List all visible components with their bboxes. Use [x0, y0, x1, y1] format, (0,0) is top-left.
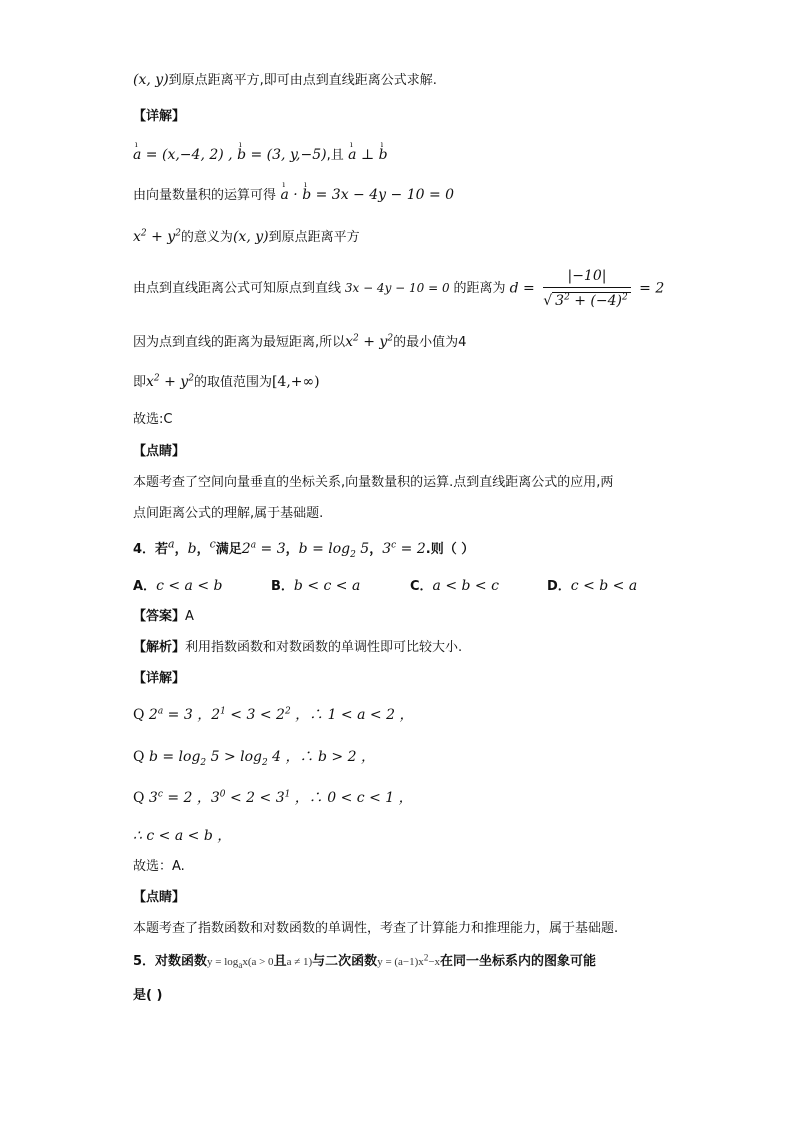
q4-option-b[interactable]: B．b < c < a: [271, 578, 361, 594]
q4-detail-heading: 【详解】: [133, 671, 186, 686]
q3-distance-line: 由点到直线距离公式可知原点到直线 3x − 4y − 10 = 0 的距离为 d = $\frac{|-10|}{√ 3^2 + (-4)^2}$ = 2: [133, 268, 665, 309]
q3-comment-heading: 【点睛】: [133, 444, 186, 459]
q4-answer-value: A: [185, 609, 194, 624]
q3-reason-line: 因为点到直线的距离为最短距离,所以$x^2 + y^2$的最小值为4: [133, 333, 467, 350]
q3-meaning-text: 的意义为: [180, 230, 233, 245]
q3-detail-heading: 【详解】: [133, 109, 186, 124]
q3-comment-line1: 本题考查了空间向量垂直的坐标关系,向量数量积的运算.点到直线距离公式的应用,两: [133, 475, 614, 490]
q4-option-a[interactable]: A．c < a < b: [133, 578, 223, 594]
q3-range-mid: 的取值范围为: [193, 375, 272, 390]
q5-stem-line2: 是( ): [133, 988, 163, 1003]
q3-given-text: ,且: [326, 148, 344, 163]
q5-stem: 5．对数函数$y = \log_ax(a > 0$且a ≠ 1)与二次函数$y = (a-1)x^2-x$在同一坐标系内的图象可能: [133, 952, 597, 971]
q4-comment: 本题考查了指数函数和对数函数的单调性，考查了计算能力和推理能力，属于基础题.: [133, 921, 619, 936]
q3-intro-line: (x, y)到原点距离平方,即可由点到直线距离公式求解.: [133, 72, 437, 88]
q4-step3: Q $3^c = 2$ ，$3^0 < 2 < 3^1$ ，∴ 0 < c < 1 ，: [133, 789, 413, 806]
q5-number: 5．对数函数: [133, 954, 208, 969]
q4-comment-heading: 【点睛】: [133, 890, 186, 905]
q4-analysis-text: 利用指数函数和对数函数的单调性即可比较大小.: [185, 640, 463, 655]
q4-choice: 故选：A.: [133, 859, 185, 874]
q3-range-line: 即$x^2 + y^2$的取值范围为[4,+∞): [133, 373, 320, 390]
q3-comment-line2: 点间距离公式的理解,属于基础题.: [133, 506, 324, 521]
q4-end: .则（ ）: [425, 542, 475, 557]
q3-calc-text: 由向量数量积的运算可得: [133, 188, 277, 203]
q5-tail: 在同一坐标系内的图象可能: [440, 954, 597, 969]
q3-range-prefix: 即: [133, 375, 147, 390]
q4-stem: 4．若$^a$，b，$^c$满足$2^a = 3$，$b = \log_2 5$，$3^c = 2$.则（ ）: [133, 537, 475, 560]
q3-reason-tail: 的最小值为4: [393, 335, 467, 350]
q4-options: [133, 577, 693, 597]
q4-satisfy: 满足: [215, 542, 242, 557]
q3-meaning-text2: 到原点距离平方: [268, 230, 360, 245]
q3-distance-mid: 的距离为: [453, 281, 506, 296]
q3-choice: 故选:C: [133, 412, 173, 427]
q4-step2: Q $b = \log_2 5 > \log_2 4$ ，∴ b > 2 ，: [133, 749, 375, 768]
q3-meaning-line: $x^2 + y^2$的意义为(x, y)到原点距离平方: [133, 228, 360, 245]
q3-distance-prefix: 由点到直线距离公式可知原点到直线: [133, 281, 342, 296]
q4-step4: ∴ c < a < b ，: [133, 828, 232, 844]
q3-calc-line: 由向量数量积的运算可得 ı a · ı b = 3x − 4y − 10 = 0: [133, 186, 454, 205]
q4-option-d[interactable]: D．c < b < a: [547, 578, 638, 594]
q3-given-line: ı a = (x,−4, 2) , ı b = (3, y,−5),且 ı a ⊥ ı b: [133, 146, 388, 165]
q4-step1: Q $2^a = 3$ ，$2^1 < 3 < 2^2$ ，∴ 1 < a < 2 ，: [133, 706, 414, 723]
q4-number: 4．若: [133, 542, 169, 557]
q4-analysis: 【解析】利用指数函数和对数函数的单调性即可比较大小.: [133, 640, 463, 655]
q3-reason-prefix: 因为点到直线的距离为最短距离,所以: [133, 335, 346, 350]
q4-option-c[interactable]: C．a < b < c: [410, 578, 499, 594]
q3-intro-text: 到原点距离平方,即可由点到直线距离公式求解.: [168, 73, 437, 88]
q4-answer: 【答案】A: [133, 609, 194, 624]
